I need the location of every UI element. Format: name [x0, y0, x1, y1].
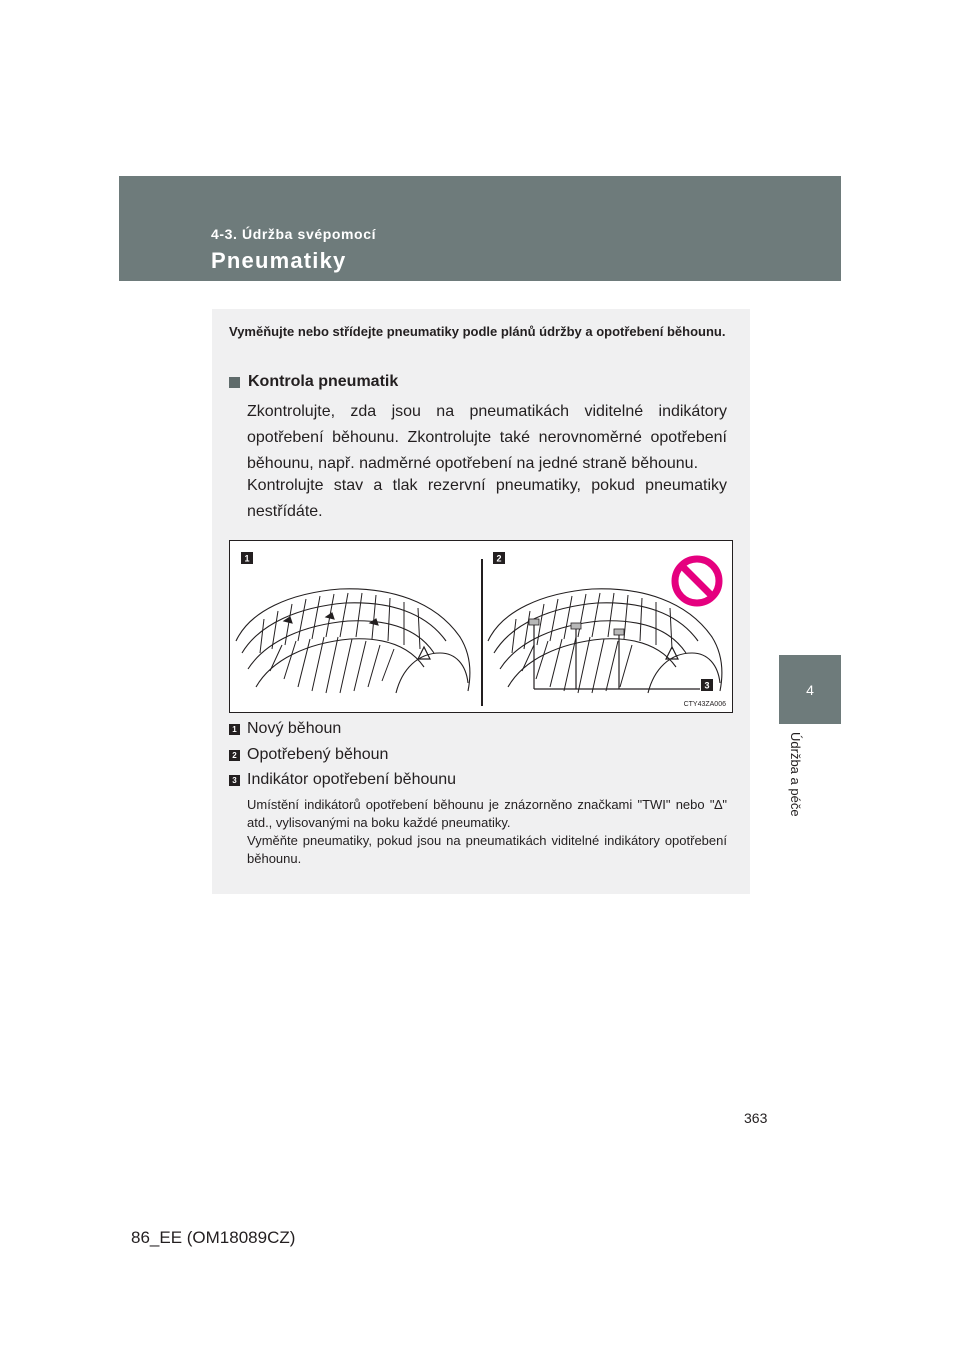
figure-label-3: [701, 679, 713, 691]
figure-label-2: [493, 552, 505, 564]
paragraph-spare-tire: Kontrolujte stav a tlak rezervní pneumatiky, pokud pneumatiky nestřídáte.: [247, 477, 727, 520]
chapter-name: Údržba a péče: [788, 732, 803, 817]
chapter-tab[interactable]: 4: [779, 655, 841, 724]
legend-text: Nový běhoun: [247, 720, 342, 737]
legend-item-new-tread: [229, 720, 341, 738]
page-title: Pneumatiky: [211, 248, 347, 273]
svg-text:2: 2: [496, 553, 502, 564]
intro-text: Vyměňujte nebo střídejte pneumatiky podle plánů údržby a opotřebení běhounu.: [229, 324, 726, 339]
prohibition-icon: [675, 559, 719, 603]
figure-label-1: [241, 552, 253, 564]
num-badge-2: 2: [229, 750, 240, 761]
content-box: [212, 309, 750, 894]
subheading-text: Kontrola pneumatik: [248, 373, 399, 390]
square-bullet-icon: [229, 377, 240, 388]
worn-tread-tire-icon: [488, 589, 722, 693]
page-number: 363: [744, 1110, 768, 1126]
svg-text:1: 1: [244, 553, 250, 564]
new-tread-tire-icon: [236, 589, 470, 693]
tire-illustration: [230, 541, 732, 712]
figure-code: CTY43ZA006: [683, 701, 726, 708]
section-header: [119, 176, 841, 281]
subheading: [229, 373, 398, 391]
legend-item-worn-tread: [229, 746, 388, 764]
legend-text: Opotřebený běhoun: [247, 746, 389, 763]
document-code: 86_EE (OM18089CZ): [131, 1228, 296, 1247]
note-line: Umístění indikátorů opotřebení běhounu je znázorněno značkami "TWI" nebo "∆" atd., vylisovanými na boku každé pneumatiky.: [247, 797, 727, 830]
tire-tread-figure: [229, 540, 733, 713]
legend-item-wear-indicator: [229, 771, 456, 789]
num-badge-3: 3: [229, 775, 240, 786]
num-badge-1: 1: [229, 724, 240, 735]
svg-text:3: 3: [704, 680, 710, 691]
legend-text: Indikátor opotřebení běhounu: [247, 771, 457, 788]
note-line: Vyměňte pneumatiky, pokud jsou na pneumatikách viditelné indikátory opotřebení běhounu.: [247, 833, 727, 866]
section-label: 4-3. Údržba svépomocí: [211, 226, 377, 242]
wear-indicator-note: [247, 796, 727, 868]
paragraph-check-wear: Zkontrolujte, zda jsou na pneumatikách viditelné indikátory opotřebení běhounu. Zkontrolujte také nerovnoměrné opotřebení běhounu, např. nadměrné opotřebení na jedné straně běhounu.: [247, 403, 727, 472]
